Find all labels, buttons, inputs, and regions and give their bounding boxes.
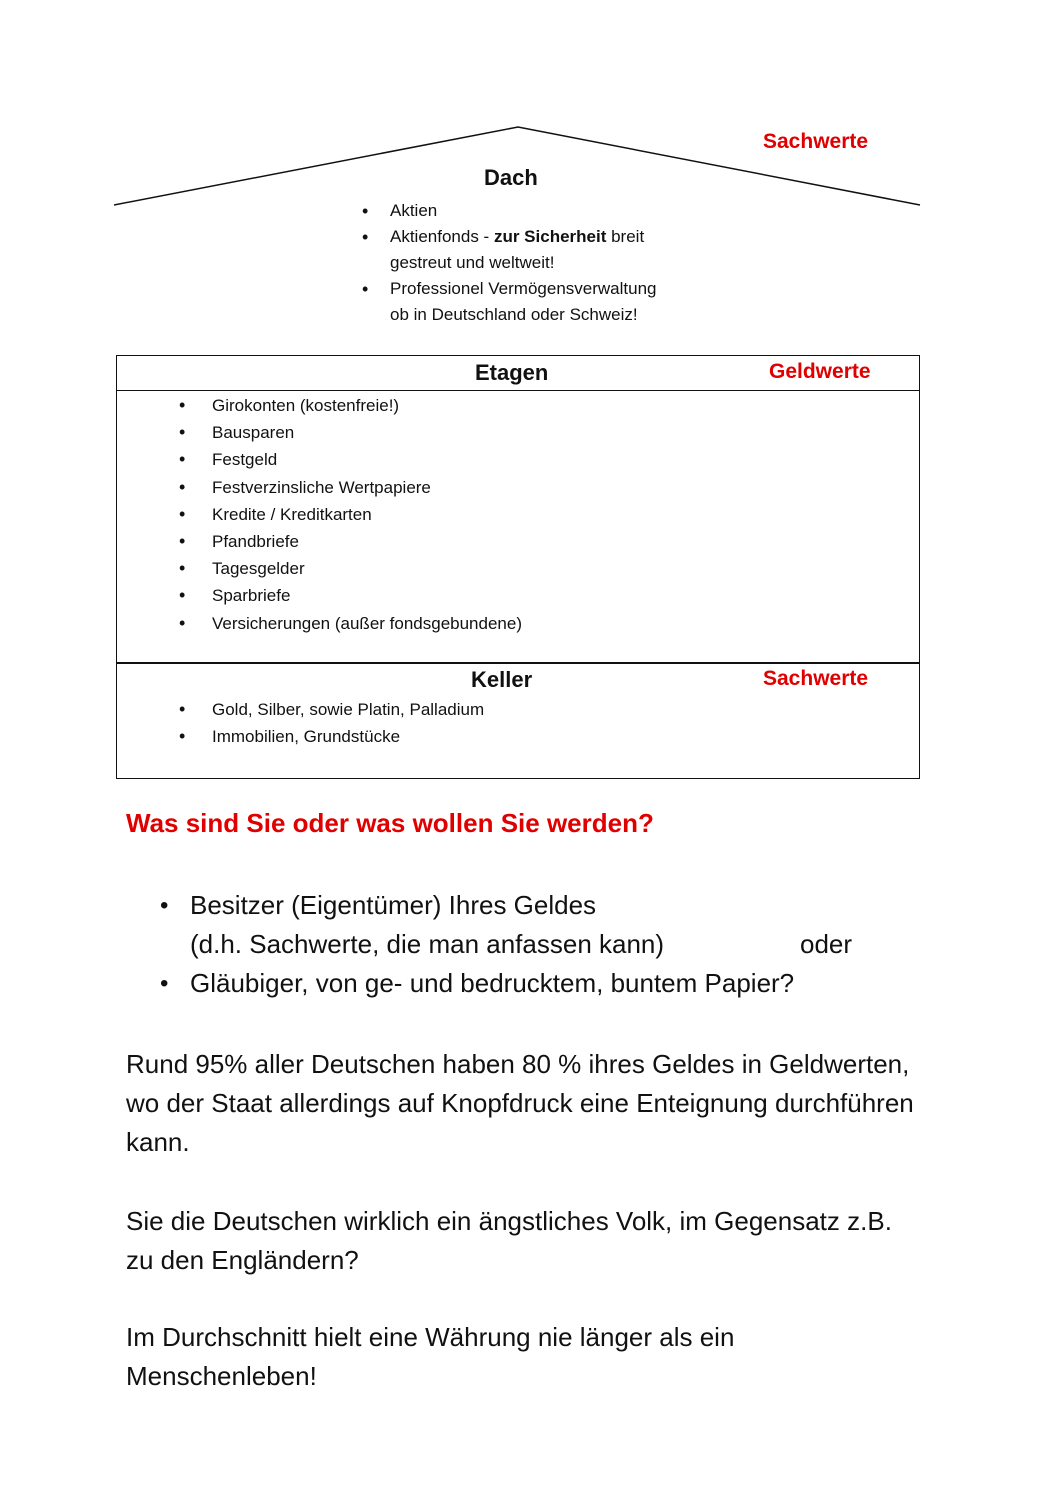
basement-box: [116, 662, 920, 779]
list-item: • Versicherungen (außer fondsgebundene): [117, 610, 919, 637]
list-item: • Bausparen: [117, 419, 919, 446]
floors-category: Geldwerte: [769, 360, 871, 383]
list-item: • Gläubiger, von ge- und bedrucktem, buntem Papier?: [160, 964, 920, 1003]
list-item: • Girokonten (kostenfreie!): [117, 392, 919, 419]
list-item: • Immobilien, Grundstücke: [117, 723, 919, 750]
paragraph: Im Durchschnitt hielt eine Währung nie länger als ein Menschenleben!: [126, 1322, 735, 1391]
list-item: • Sparbriefe: [117, 582, 919, 609]
list-item: • Kredite / Kreditkarten: [117, 501, 919, 528]
question-heading: Was sind Sie oder was wollen Sie werden?: [126, 808, 654, 838]
basement-list: [117, 696, 919, 750]
connector-text: oder: [800, 929, 853, 959]
roof-category: Sachwerte: [763, 130, 869, 153]
basement-category: Sachwerte: [763, 667, 869, 690]
floors-header: [117, 356, 919, 390]
floors-box: [116, 355, 920, 664]
list-item: • Aktienfonds - zur Sicherheit breit gestreut und weltweit!: [362, 224, 722, 276]
paragraph: Sie die Deutschen wirklich ein ängstliches Volk, im Gegensatz z.B. zu den Engländern?: [126, 1206, 892, 1275]
floors-heading: Etagen: [475, 360, 549, 385]
basement-heading: Keller: [471, 667, 533, 692]
list-item: • Gold, Silber, sowie Platin, Palladium: [117, 696, 919, 723]
list-item: • Besitzer (Eigentümer) Ihres Geldes (d.h. Sachwerte, die man anfassen kann) oder: [160, 886, 920, 964]
roof-heading: Dach: [484, 165, 538, 190]
options-list: [160, 886, 920, 1003]
roof-list: [362, 198, 722, 328]
list-item: • Festverzinsliche Wertpapiere: [117, 474, 919, 501]
basement-header: [117, 663, 919, 697]
list-item: • Pfandbriefe: [117, 528, 919, 555]
list-item: • Festgeld: [117, 446, 919, 473]
list-item: • Tagesgelder: [117, 555, 919, 582]
list-item: • Professionel Vermögensverwaltung ob in Deutschland oder Schweiz!: [362, 276, 722, 328]
floors-list: [117, 392, 919, 637]
list-item: • Aktien: [362, 198, 722, 224]
paragraph: Rund 95% aller Deutschen haben 80 % ihres Geldes in Geldwerten, wo der Staat allerdings auf Knopfdruck eine Enteignung durchführen kann.: [126, 1049, 914, 1157]
